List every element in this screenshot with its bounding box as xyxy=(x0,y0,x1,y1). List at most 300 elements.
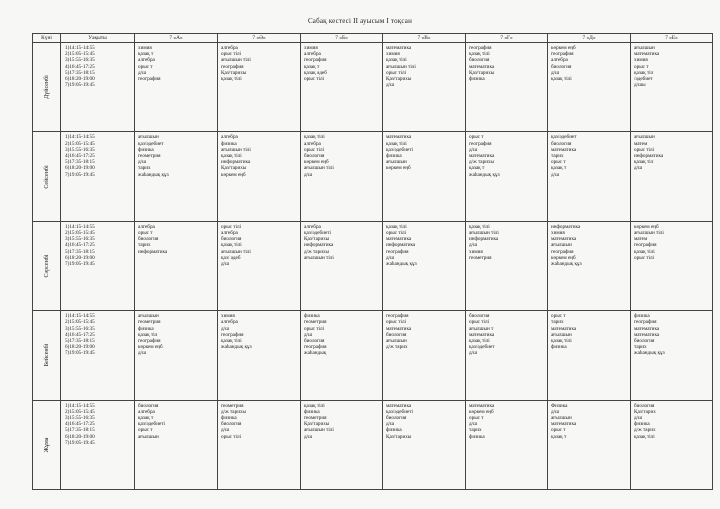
lesson-subject: тарих xyxy=(138,242,151,249)
lesson-subject: қазақ тілі xyxy=(221,152,242,159)
class-cell xyxy=(301,400,383,489)
lesson-subject: математика xyxy=(469,152,495,159)
lesson-subject: информатика xyxy=(634,152,664,159)
time-slot: 4)16:45-17:25 xyxy=(65,331,95,338)
lesson-subject: д/шы xyxy=(634,82,646,89)
time-slot: 6)18:20-19:00 xyxy=(65,254,95,261)
lesson-subject: Қаз/тарихы xyxy=(386,75,412,82)
lesson-subject: д/ж тарихы xyxy=(304,248,330,255)
lesson-subject: тарих xyxy=(138,165,151,172)
lesson-subject: биология xyxy=(138,402,159,409)
time-slot: 5)17:35-18:15 xyxy=(65,69,95,76)
lesson-subject: д/ш xyxy=(138,69,147,76)
class-cell xyxy=(135,221,218,310)
lesson-subject: жаһандық құз xyxy=(386,260,417,267)
time-slot: 3)15:55-16:35 xyxy=(65,236,95,243)
time-slot: 3)15:55-16:35 xyxy=(65,325,95,332)
time-slot: 6)18:20-19:00 xyxy=(65,344,95,351)
lesson-subject: орыс т xyxy=(634,63,649,70)
time-slot: 1)14:15-14:55 xyxy=(65,45,95,51)
time-slot: 6)18:20-19:00 xyxy=(65,433,95,440)
lesson-subject: биология xyxy=(386,331,407,338)
lesson-subject: орыс тілі xyxy=(221,51,242,58)
lesson-subject: қаз/әдебиеті xyxy=(386,146,413,153)
lesson-subject: химия xyxy=(138,45,152,51)
class-cell xyxy=(135,43,218,132)
time-slot: 6)18:20-19:00 xyxy=(65,75,95,82)
time-slot: 5)17:35-18:15 xyxy=(65,159,95,166)
header-day: Күні xyxy=(33,34,61,43)
lesson-subject: ағылшын тілі xyxy=(221,248,251,255)
lesson-subject: көркем еңб xyxy=(221,171,246,178)
lesson-subject: тарих xyxy=(551,152,564,159)
lesson-subject: химия xyxy=(304,45,318,51)
lesson-subject: физика xyxy=(304,313,320,320)
lesson-subject: қазақ тілі xyxy=(386,140,407,147)
lesson-subject: физика xyxy=(304,408,320,415)
lesson-subject: география xyxy=(138,75,161,82)
lesson-subject: қазақ тілі xyxy=(634,248,655,255)
class-cell xyxy=(218,311,301,400)
class-cell xyxy=(301,132,383,221)
lesson-subject: геометрия xyxy=(304,414,327,421)
lesson-subject: қазақ тілі xyxy=(469,51,490,58)
time-slot: 1)14:15-14:55 xyxy=(65,313,95,320)
lesson-subject: ағылшын xyxy=(138,313,159,320)
class-cell xyxy=(631,132,713,221)
class-cell xyxy=(548,400,631,489)
lesson-subject: орыс тілі xyxy=(221,223,242,230)
lesson-subject: қазақ тілі xyxy=(551,75,572,82)
lesson-subject: д/ш xyxy=(304,331,313,338)
lesson-subject: матем xyxy=(634,140,648,147)
lesson-subject: химия xyxy=(551,229,565,236)
lesson-subject: химия xyxy=(386,51,400,58)
lesson-subject: география xyxy=(221,331,244,338)
lesson-subject: математика xyxy=(551,146,577,153)
lesson-subject: география xyxy=(551,248,574,255)
class-cell xyxy=(548,221,631,310)
lesson-subject: ағылшын xyxy=(551,331,572,338)
lesson-subject: ағылшын тілі xyxy=(221,146,251,153)
day-label: Сейсенбі xyxy=(43,164,50,189)
lesson-subject: Қаз/тарихы xyxy=(221,69,247,76)
lesson-subject: көркем еңб xyxy=(304,159,329,166)
class-cell xyxy=(631,400,713,489)
day-row xyxy=(33,311,713,400)
time-cell xyxy=(61,311,135,400)
lesson-subject: д/ш xyxy=(634,414,643,421)
class-cell xyxy=(548,311,631,400)
class-cell xyxy=(548,132,631,221)
lesson-subject: геометрия xyxy=(138,319,161,326)
lesson-subject: д/ш xyxy=(551,408,560,415)
time-slot: 7)19:05-19:45 xyxy=(65,260,95,267)
lesson-subject: биология xyxy=(386,414,407,421)
schedule-table xyxy=(32,33,713,490)
lesson-subject: тарих xyxy=(469,427,482,434)
class-cell xyxy=(631,221,713,310)
lesson-subject: д/ш xyxy=(469,421,478,428)
day-cell xyxy=(33,132,61,221)
lesson-subject: география xyxy=(551,51,574,58)
lesson-subject: жаһандық құз xyxy=(634,350,665,357)
header-class: 7 «А» xyxy=(135,34,218,43)
class-cell xyxy=(135,311,218,400)
day-cell xyxy=(33,400,61,489)
lesson-subject: физика xyxy=(386,427,402,434)
lesson-subject: биология xyxy=(551,140,572,147)
time-slot: 4)16:45-17:25 xyxy=(65,242,95,249)
class-cell xyxy=(218,221,301,310)
time-slot: 7)19:05-19:45 xyxy=(65,439,95,446)
lesson-subject: Қаз/тарих xyxy=(634,408,656,415)
lesson-subject: физика xyxy=(469,75,485,82)
header-class: 7 «Д» xyxy=(548,34,631,43)
lesson-subject: география xyxy=(634,319,657,326)
class-cell xyxy=(466,400,548,489)
lesson-subject: алгебра xyxy=(221,134,238,141)
lesson-subject: орыс т xyxy=(469,134,484,141)
lesson-subject: ағылшын xyxy=(138,433,159,440)
lesson-subject: алгебра xyxy=(304,223,321,230)
lesson-subject: орыс т xyxy=(551,313,566,320)
lesson-subject: қазақ тілі xyxy=(221,75,242,82)
lesson-subject: д/ш xyxy=(386,82,395,89)
lesson-subject: қазақ тіл xyxy=(634,69,654,76)
class-cell xyxy=(383,43,466,132)
lesson-subject: география xyxy=(469,140,492,147)
lesson-subject: д/ш xyxy=(221,427,230,434)
lesson-subject: ағылшын xyxy=(386,159,407,166)
lesson-subject: көркем еңб xyxy=(634,223,659,230)
lesson-subject: биология xyxy=(469,57,490,64)
lesson-subject: география xyxy=(634,242,657,249)
time-cell xyxy=(61,43,135,132)
time-cell xyxy=(61,400,135,489)
lesson-subject: көркем еңб xyxy=(551,45,576,51)
lesson-subject: алгебра xyxy=(221,45,238,51)
lesson-subject: орыс т xyxy=(138,427,153,434)
page-title: Сабақ кестесі II ауысым I тоқсан xyxy=(307,17,413,25)
lesson-subject: математика xyxy=(386,236,412,243)
lesson-subject: орыс тілі xyxy=(304,146,325,153)
lesson-subject: қазақ т xyxy=(551,433,567,440)
lesson-subject: информатика xyxy=(138,248,168,255)
time-cell xyxy=(61,221,135,310)
lesson-subject: орыс тілі xyxy=(304,75,325,82)
lesson-subject: Қаз/тарихы xyxy=(304,421,330,428)
lesson-subject: математика xyxy=(634,325,660,332)
lesson-subject: д/ш xyxy=(469,146,478,153)
lesson-subject: орыс тілі xyxy=(634,146,655,153)
lesson-subject: қазақ тіл xyxy=(634,159,654,166)
time-slot: 2)15:05-15:45 xyxy=(65,319,95,326)
lesson-subject: ағылшын xyxy=(386,337,407,344)
lesson-subject: д/ж тарихы xyxy=(221,408,247,415)
lesson-subject: қазақ тілі xyxy=(634,433,655,440)
lesson-subject: орыс т xyxy=(138,63,153,70)
lesson-subject: /әдебиет xyxy=(634,75,653,82)
lesson-subject: д/ш xyxy=(138,350,147,357)
lesson-subject: география xyxy=(386,313,409,320)
lesson-subject: биология xyxy=(304,152,325,159)
lesson-subject: қазақ тілі xyxy=(386,57,407,64)
class-cell xyxy=(301,221,383,310)
lesson-subject: ағылшын тілі xyxy=(221,57,251,64)
class-cell xyxy=(383,311,466,400)
lesson-subject: д/ж тарихы xyxy=(469,159,495,166)
lesson-subject: қаз/әдебиеті xyxy=(138,421,165,428)
header-class: 7 «Г» xyxy=(466,34,548,43)
time-slot: 5)17:35-18:15 xyxy=(65,248,95,255)
lesson-subject: орыс тілі xyxy=(386,319,407,326)
lesson-subject: физика xyxy=(386,152,402,159)
lesson-subject: көркем еңб xyxy=(138,344,163,351)
lesson-subject: орыс тілі xyxy=(386,69,407,76)
lesson-subject: химия xyxy=(469,248,483,255)
lesson-subject: жаһандық құз xyxy=(469,171,500,178)
lesson-subject: жаһандық құз xyxy=(551,260,582,267)
lesson-subject: математика xyxy=(551,421,577,428)
lesson-subject: қазақ тіл xyxy=(138,331,158,338)
class-cell xyxy=(631,311,713,400)
lesson-subject: геометрия xyxy=(138,152,161,159)
lesson-subject: ағылшын xyxy=(551,414,572,421)
lesson-subject: д/ш xyxy=(634,165,643,172)
lesson-subject: қаз/әдебиет xyxy=(551,134,577,141)
lesson-subject: геометрия xyxy=(304,319,327,326)
lesson-subject: тарих xyxy=(551,319,564,326)
lesson-subject: қазақ тілі xyxy=(551,337,572,344)
time-slot: 3)15:55-16:35 xyxy=(65,146,95,153)
lesson-subject: алгебра xyxy=(304,140,321,147)
lesson-subject: д/ш xyxy=(386,254,395,261)
lesson-subject: математика xyxy=(634,331,660,338)
day-row xyxy=(33,132,713,221)
lesson-subject: д/ш xyxy=(221,260,230,267)
lesson-subject: д/ш xyxy=(138,159,147,166)
class-cell xyxy=(631,43,713,132)
lesson-subject: орыс т xyxy=(551,427,566,434)
lesson-subject: д/ж тарих xyxy=(634,427,656,434)
class-cell xyxy=(548,43,631,132)
lesson-subject: қаз/әдебиет xyxy=(138,140,164,147)
lesson-subject: орыс т xyxy=(469,414,484,421)
lesson-subject: информатика xyxy=(304,242,334,249)
header-class: 7 «Б» xyxy=(301,34,383,43)
lesson-subject: физика xyxy=(551,344,567,351)
lesson-subject: география xyxy=(304,344,327,351)
lesson-subject: биология xyxy=(551,63,572,70)
lesson-subject: қазақ тілі xyxy=(469,337,490,344)
lesson-subject: ағылшын xyxy=(634,134,655,141)
class-cell xyxy=(383,400,466,489)
lesson-subject: көркем еңб xyxy=(386,165,411,172)
lesson-subject: физика xyxy=(138,325,154,332)
lesson-subject: ағылшын тілі xyxy=(304,427,334,434)
header-class: 7 «Ә» xyxy=(218,34,301,43)
time-slot: 2)15:05-15:45 xyxy=(65,408,95,415)
day-row xyxy=(33,221,713,310)
lesson-subject: д/ш xyxy=(386,421,395,428)
lesson-subject: география xyxy=(304,57,327,64)
day-label: Сәрсенбі xyxy=(43,254,50,278)
lesson-subject: жаһандық құз xyxy=(138,171,169,178)
lesson-subject: ағылшын xyxy=(138,134,159,141)
lesson-subject: ағылшын xyxy=(634,45,655,51)
time-slot: 7)19:05-19:45 xyxy=(65,350,95,357)
lesson-subject: математика xyxy=(551,325,577,332)
header-row xyxy=(33,34,713,43)
lesson-subject: биология xyxy=(138,236,159,243)
lesson-subject: көркем еңб xyxy=(469,408,494,415)
class-cell xyxy=(218,43,301,132)
time-slot: 2)15:05-15:45 xyxy=(65,229,95,236)
lesson-subject: д/ш xyxy=(469,350,478,357)
time-slot: 7)19:05-19:45 xyxy=(65,82,95,89)
time-slot: 1)14:15-14:55 xyxy=(65,402,95,409)
lesson-subject: ағылшын тілі xyxy=(304,165,334,172)
lesson-subject: география xyxy=(221,63,244,70)
lesson-subject: д/ш xyxy=(221,325,230,332)
lesson-subject: Қаз/тарихы xyxy=(469,69,495,76)
class-cell xyxy=(466,132,548,221)
day-row xyxy=(33,400,713,489)
lesson-subject: алгебра xyxy=(138,57,155,64)
class-cell xyxy=(218,132,301,221)
time-slot: 3)15:55-16:35 xyxy=(65,57,95,64)
lesson-subject: жаһандық xyxy=(304,350,327,357)
lesson-subject: қаз/әдебиеті xyxy=(386,408,413,415)
lesson-subject: ағылшын тілі xyxy=(634,229,664,236)
lesson-subject: қазақ әдеб xyxy=(304,69,327,76)
lesson-subject: қазақ т xyxy=(304,63,320,70)
lesson-subject: химия xyxy=(634,57,648,64)
lesson-subject: физика xyxy=(634,421,650,428)
header-time: Уақыты xyxy=(61,34,135,43)
lesson-subject: орыс тілі xyxy=(386,229,407,236)
lesson-subject: д/ш xyxy=(551,69,560,76)
class-cell xyxy=(135,132,218,221)
lesson-subject: қазақ тілі xyxy=(386,223,407,230)
time-slot: 4)16:45-17:25 xyxy=(65,152,95,159)
class-cell xyxy=(466,311,548,400)
day-label: Жұма xyxy=(43,437,50,453)
day-label: Дүйсенбі xyxy=(43,75,50,100)
lesson-subject: ағылшын т xyxy=(469,325,494,332)
lesson-subject: орыс тілі xyxy=(221,433,242,440)
lesson-subject: математика xyxy=(386,45,412,51)
class-cell xyxy=(383,132,466,221)
lesson-subject: орыс т xyxy=(551,159,566,166)
lesson-subject: орыс тілі xyxy=(304,325,325,332)
lesson-subject: химия xyxy=(221,313,235,320)
lesson-subject: қазақ тілі xyxy=(221,242,242,249)
lesson-subject: қазақ тілі xyxy=(304,402,325,409)
time-slot: 1)14:15-14:55 xyxy=(65,134,95,141)
time-slot: 2)15:05-15:45 xyxy=(65,51,95,58)
lesson-subject: ағылшын тілі xyxy=(304,254,334,261)
lesson-subject: жаһандық құз xyxy=(221,344,252,351)
lesson-subject: информатика xyxy=(469,236,499,243)
lesson-subject: көркем еңб xyxy=(551,254,576,261)
lesson-subject: д/ш xyxy=(469,242,478,249)
lesson-subject: алгебра xyxy=(138,223,155,230)
time-slot: 3)15:55-16:35 xyxy=(65,414,95,421)
lesson-subject: орыс тілі xyxy=(634,254,655,261)
lesson-subject: орыс т xyxy=(138,229,153,236)
time-cell xyxy=(61,132,135,221)
lesson-subject: Қаз/тарихы xyxy=(386,433,412,440)
lesson-subject: қаз/әдебиет xyxy=(469,344,495,351)
time-slot: 5)17:35-18:15 xyxy=(65,337,95,344)
lesson-subject: Қаз/тарихы xyxy=(304,236,330,243)
class-cell xyxy=(383,221,466,310)
day-cell xyxy=(33,311,61,400)
lesson-subject: биология xyxy=(634,337,655,344)
lesson-subject: биология xyxy=(221,421,242,428)
lesson-subject: Физика xyxy=(551,402,568,409)
class-cell xyxy=(135,400,218,489)
lesson-subject: алгебра xyxy=(304,51,321,58)
lesson-subject: география xyxy=(469,45,492,51)
class-cell xyxy=(466,221,548,310)
lesson-subject: алгебра xyxy=(221,319,238,326)
lesson-subject: қазақ т xyxy=(138,51,154,58)
lesson-subject: қазақ т xyxy=(469,165,485,172)
lesson-subject: д/ш xyxy=(304,433,313,440)
lesson-subject: математика xyxy=(551,236,577,243)
lesson-subject: ағылшын тілі xyxy=(469,229,499,236)
lesson-subject: информатика xyxy=(221,159,251,166)
lesson-subject: қазақ тілі xyxy=(469,223,490,230)
lesson-subject: қазақ тілі xyxy=(221,337,242,344)
lesson-subject: физика xyxy=(634,313,650,320)
class-cell xyxy=(301,311,383,400)
time-slot: 7)19:05-19:45 xyxy=(65,171,95,178)
lesson-subject: математика xyxy=(634,51,660,58)
lesson-subject: биология xyxy=(304,337,325,344)
lesson-subject: математика xyxy=(469,63,495,70)
lesson-subject: география xyxy=(386,248,409,255)
lesson-subject: д/ш xyxy=(551,171,560,178)
lesson-subject: алгебра xyxy=(551,57,568,64)
class-cell xyxy=(218,400,301,489)
lesson-subject: орыс тілі xyxy=(469,319,490,326)
lesson-subject: информатика xyxy=(386,242,416,249)
day-label: Бейсенбі xyxy=(43,344,50,367)
lesson-subject: матем xyxy=(634,236,648,243)
lesson-subject: қазақ тілі xyxy=(304,134,325,141)
lesson-subject: қазақ т xyxy=(551,165,567,172)
lesson-subject: қазақ т xyxy=(138,414,154,421)
time-slot: 4)16:45-17:25 xyxy=(65,63,95,70)
lesson-subject: физика xyxy=(138,146,154,153)
lesson-subject: математика xyxy=(469,331,495,338)
class-cell xyxy=(466,43,548,132)
lesson-subject: геометрия xyxy=(469,254,492,261)
lesson-subject: тарих xyxy=(634,344,647,351)
time-slot: 1)14:15-14:55 xyxy=(65,223,95,230)
lesson-subject: қаз/ әдеб xyxy=(221,254,241,261)
lesson-subject: биология xyxy=(221,236,242,243)
lesson-subject: физика xyxy=(221,414,237,421)
day-row xyxy=(33,43,713,132)
lesson-subject: биология xyxy=(469,313,490,320)
lesson-subject: математика xyxy=(386,402,412,409)
lesson-subject: география xyxy=(138,337,161,344)
